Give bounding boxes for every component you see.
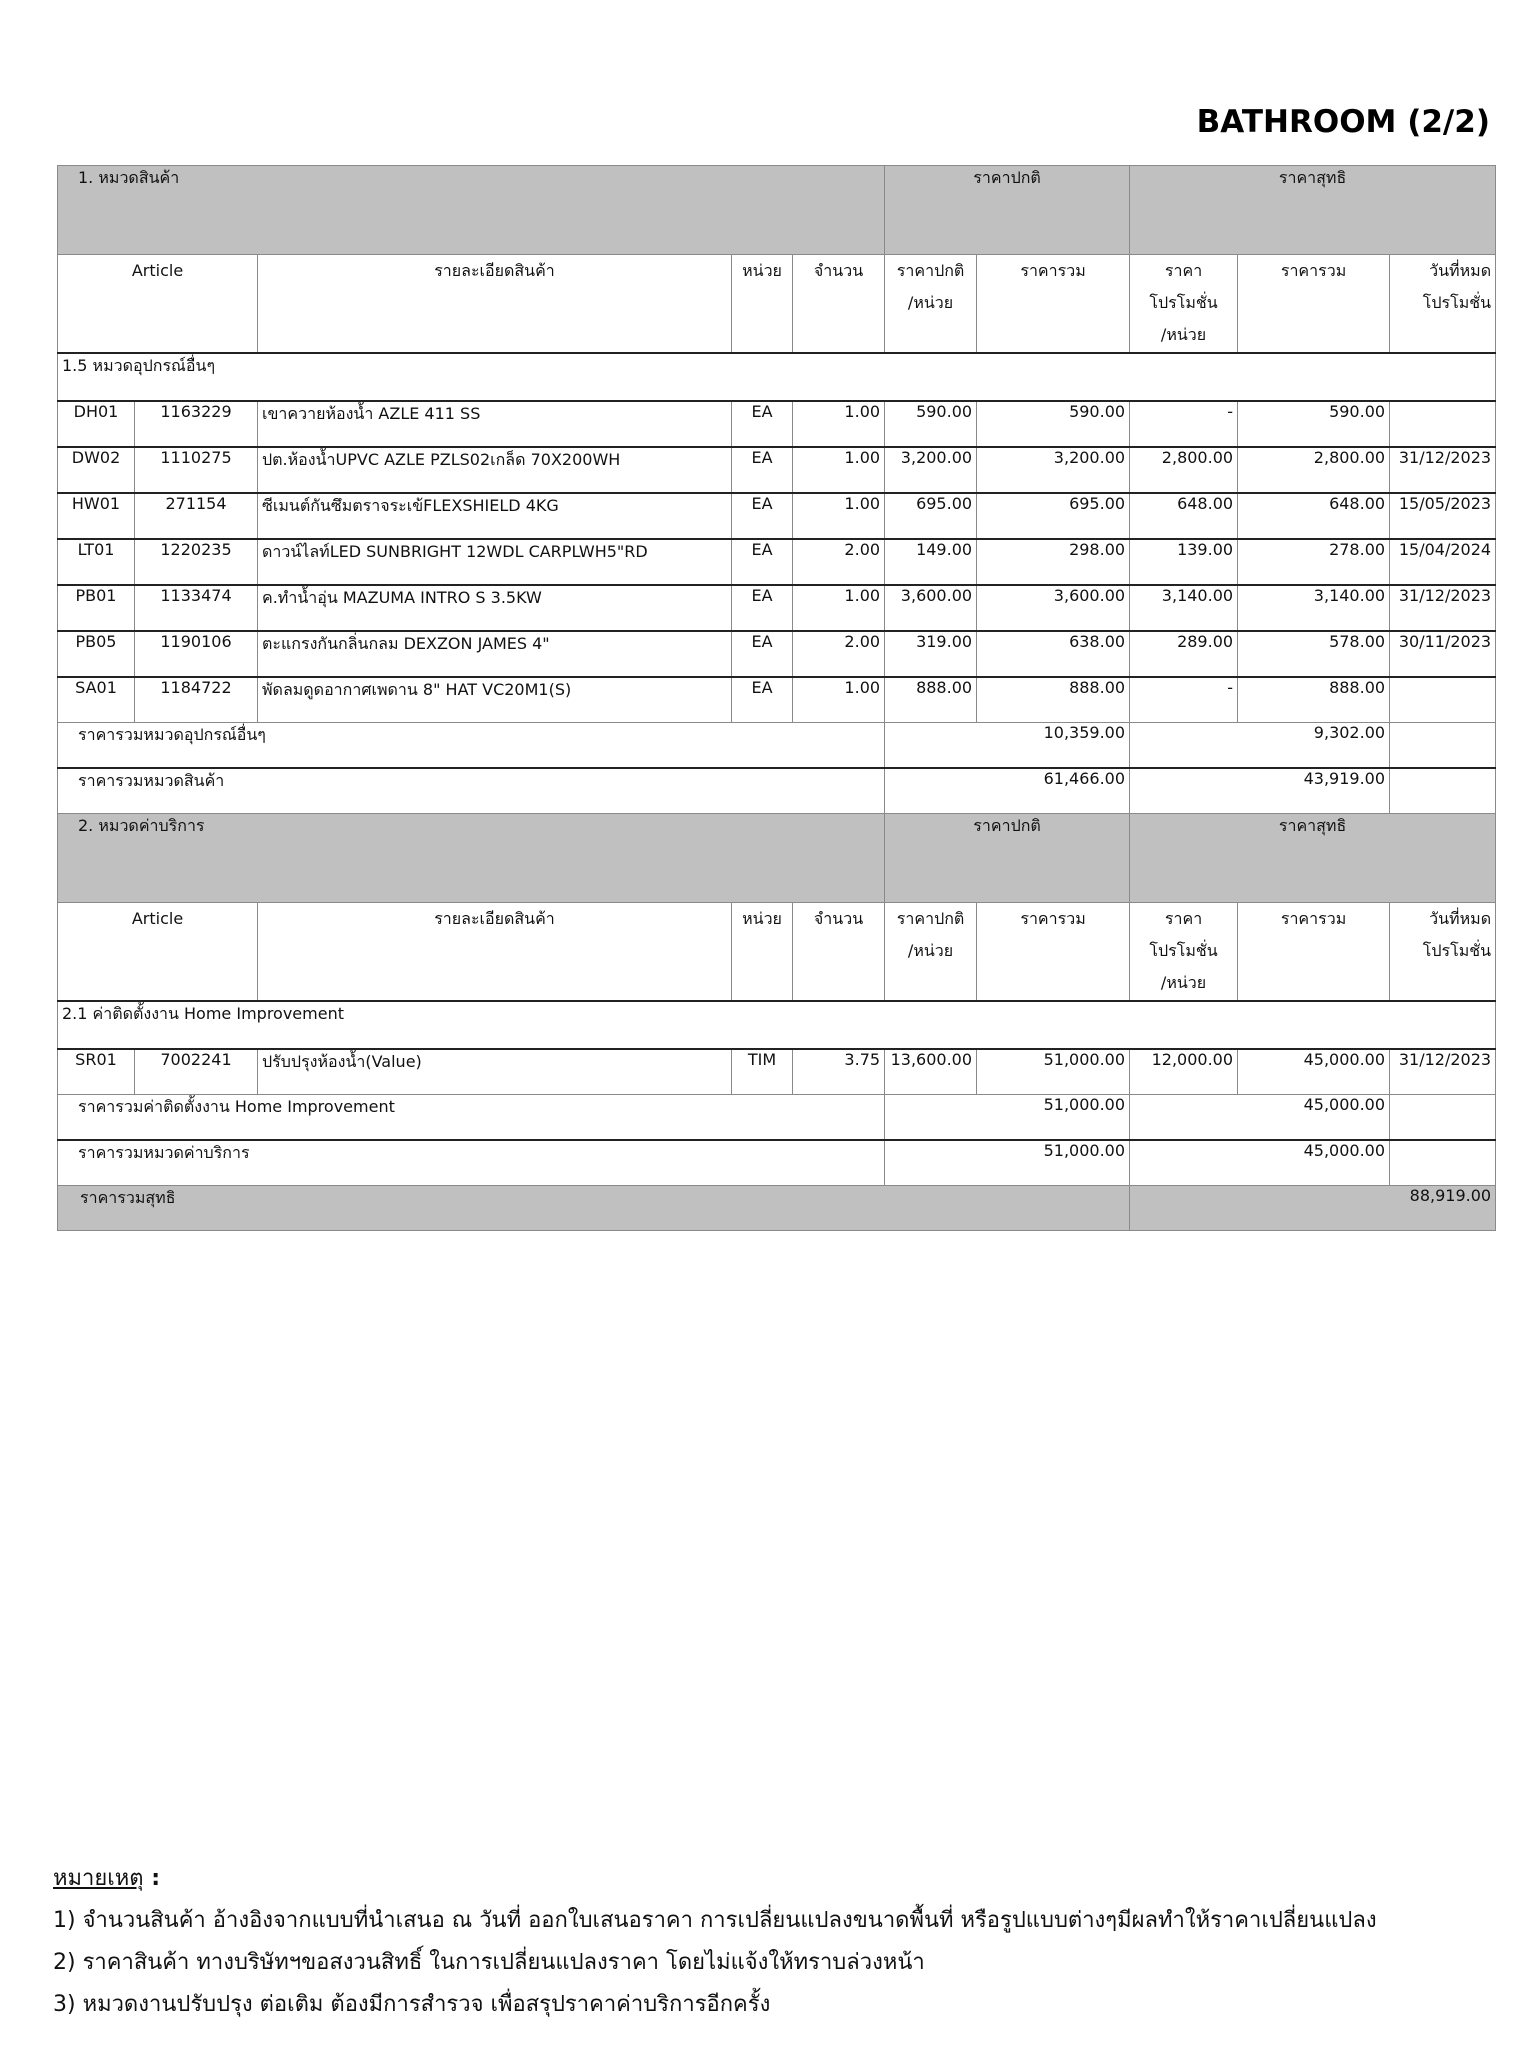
item-description: ตะแกรงกันกลิ่นกลม DEXZON JAMES 4" bbox=[258, 631, 732, 677]
header-promo-price bbox=[1130, 255, 1238, 354]
column-header-row bbox=[58, 255, 1496, 354]
item-description: ดาวน์ไลท์LED SUNBRIGHT 12WDL CARPLWH5"RD bbox=[258, 539, 732, 585]
header-unit-price bbox=[885, 255, 977, 354]
item-promo-total: 45,000.00 bbox=[1238, 1049, 1390, 1095]
item-total: 590.00 bbox=[977, 401, 1130, 447]
item-promo-price: 139.00 bbox=[1130, 539, 1238, 585]
section-total-row bbox=[58, 768, 1496, 814]
section-header-row bbox=[58, 166, 1496, 255]
item-unit-price: 3,600.00 bbox=[885, 585, 977, 631]
item-code: HW01 bbox=[58, 493, 135, 539]
header-promo-end bbox=[1390, 903, 1496, 1002]
item-quantity: 1.00 bbox=[793, 493, 885, 539]
item-promo-price: - bbox=[1130, 677, 1238, 723]
item-promo-total: 2,800.00 bbox=[1238, 447, 1390, 493]
subtotal-label: ราคารวมค่าติดตั้งงาน Home Improvement bbox=[58, 1095, 885, 1141]
item-article: 1163229 bbox=[135, 401, 258, 447]
section-total-empty bbox=[1390, 1140, 1496, 1186]
header-line: /หน่วย bbox=[1160, 973, 1207, 992]
item-quantity: 2.00 bbox=[793, 539, 885, 585]
column-header-row bbox=[58, 903, 1496, 1002]
item-promo-price: 3,140.00 bbox=[1130, 585, 1238, 631]
subcategory-title: 2.1 ค่าติดตั้งงาน Home Improvement bbox=[58, 1001, 1496, 1049]
header-line: ราคา bbox=[1164, 261, 1203, 280]
item-unit: EA bbox=[732, 631, 793, 677]
item-code: PB01 bbox=[58, 585, 135, 631]
header-promo-total: ราคารวม bbox=[1238, 255, 1390, 354]
item-unit: TIM bbox=[732, 1049, 793, 1095]
table-row bbox=[58, 677, 1496, 723]
header-line: โปรโมชั่น bbox=[1149, 941, 1218, 960]
item-promo-price: 2,800.00 bbox=[1130, 447, 1238, 493]
item-quantity: 2.00 bbox=[793, 631, 885, 677]
item-unit: EA bbox=[732, 539, 793, 585]
header-quantity: จำนวน bbox=[793, 255, 885, 354]
table-row bbox=[58, 585, 1496, 631]
header-line: โปรโมชั่น bbox=[1422, 293, 1492, 312]
section-total-row bbox=[58, 1140, 1496, 1186]
header-description: รายละเอียดสินค้า bbox=[258, 903, 732, 1002]
section-header-row bbox=[58, 814, 1496, 903]
item-code: DW02 bbox=[58, 447, 135, 493]
header-line: ราคา bbox=[1164, 909, 1203, 928]
item-code: DH01 bbox=[58, 401, 135, 447]
item-description: ปต.ห้องน้ำUPVC AZLE PZLS02เกล็ด 70X200WH bbox=[258, 447, 732, 493]
table-row bbox=[58, 447, 1496, 493]
notes-heading: หมายเหตุ bbox=[53, 1866, 144, 1891]
notes-section bbox=[53, 1858, 1377, 2026]
item-article: 1220235 bbox=[135, 539, 258, 585]
item-promo-total: 590.00 bbox=[1238, 401, 1390, 447]
item-promo-end bbox=[1390, 677, 1496, 723]
subtotal-regular: 51,000.00 bbox=[885, 1095, 1130, 1141]
header-total: ราคารวม bbox=[977, 255, 1130, 354]
item-promo-end: 31/12/2023 bbox=[1390, 585, 1496, 631]
header-line: /หน่วย bbox=[907, 293, 954, 312]
item-unit: EA bbox=[732, 493, 793, 539]
header-promo-total: ราคารวม bbox=[1238, 903, 1390, 1002]
item-code: LT01 bbox=[58, 539, 135, 585]
table-row bbox=[58, 1049, 1496, 1095]
notes-colon: : bbox=[143, 1866, 161, 1891]
grand-total-row bbox=[58, 1186, 1496, 1231]
grand-total-label: ราคารวมสุทธิ bbox=[58, 1186, 1130, 1231]
header-line: ราคาปกติ bbox=[896, 261, 965, 280]
subcategory-title: 1.5 หมวดอุปกรณ์อื่นๆ bbox=[58, 353, 1496, 401]
grand-total-value: 88,919.00 bbox=[1130, 1186, 1496, 1231]
header-article: Article bbox=[58, 255, 258, 354]
item-article: 1133474 bbox=[135, 585, 258, 631]
header-promo-end bbox=[1390, 255, 1496, 354]
section-total-label: ราคารวมหมวดสินค้า bbox=[58, 768, 885, 814]
note-item: 2) ราคาสินค้า ทางบริษัทฯขอสงวนสิทธิ์ ในการเปลี่ยนแปลงราคา โดยไม่แจ้งให้ทราบล่วงหน้า bbox=[53, 1950, 925, 1975]
subtotal-net: 45,000.00 bbox=[1130, 1095, 1390, 1141]
item-promo-price: 648.00 bbox=[1130, 493, 1238, 539]
item-promo-end: 15/05/2023 bbox=[1390, 493, 1496, 539]
regular-price-group-header: ราคาปกติ bbox=[885, 166, 1130, 255]
item-unit: EA bbox=[732, 401, 793, 447]
subtotal-net: 9,302.00 bbox=[1130, 723, 1390, 769]
item-promo-total: 278.00 bbox=[1238, 539, 1390, 585]
table-row bbox=[58, 401, 1496, 447]
item-code: PB05 bbox=[58, 631, 135, 677]
item-promo-price: 289.00 bbox=[1130, 631, 1238, 677]
subtotal-row bbox=[58, 1095, 1496, 1141]
header-total: ราคารวม bbox=[977, 903, 1130, 1002]
subtotal-label: ราคารวมหมวดอุปกรณ์อื่นๆ bbox=[58, 723, 885, 769]
item-promo-end: 30/11/2023 bbox=[1390, 631, 1496, 677]
item-total: 638.00 bbox=[977, 631, 1130, 677]
item-promo-end: 31/12/2023 bbox=[1390, 1049, 1496, 1095]
item-promo-total: 3,140.00 bbox=[1238, 585, 1390, 631]
header-unit: หน่วย bbox=[732, 255, 793, 354]
item-description: ค.ทำน้ำอุ่น MAZUMA INTRO S 3.5KW bbox=[258, 585, 732, 631]
section-title: 2. หมวดค่าบริการ bbox=[58, 814, 885, 903]
subtotal-regular: 10,359.00 bbox=[885, 723, 1130, 769]
item-quantity: 1.00 bbox=[793, 677, 885, 723]
section-total-regular: 51,000.00 bbox=[885, 1140, 1130, 1186]
header-article: Article bbox=[58, 903, 258, 1002]
net-price-group-header: ราคาสุทธิ bbox=[1130, 166, 1496, 255]
item-unit-price: 695.00 bbox=[885, 493, 977, 539]
item-article: 1184722 bbox=[135, 677, 258, 723]
subtotal-empty bbox=[1390, 723, 1496, 769]
item-total: 51,000.00 bbox=[977, 1049, 1130, 1095]
item-promo-total: 888.00 bbox=[1238, 677, 1390, 723]
item-unit-price: 888.00 bbox=[885, 677, 977, 723]
item-code: SA01 bbox=[58, 677, 135, 723]
header-line: ราคาปกติ bbox=[896, 909, 965, 928]
item-quantity: 1.00 bbox=[793, 585, 885, 631]
header-line: วันที่หมด bbox=[1429, 909, 1492, 928]
table-row bbox=[58, 539, 1496, 585]
item-article: 1110275 bbox=[135, 447, 258, 493]
item-total: 695.00 bbox=[977, 493, 1130, 539]
section-title: 1. หมวดสินค้า bbox=[58, 166, 885, 255]
section-total-label: ราคารวมหมวดค่าบริการ bbox=[58, 1140, 885, 1186]
item-code: SR01 bbox=[58, 1049, 135, 1095]
header-description: รายละเอียดสินค้า bbox=[258, 255, 732, 354]
item-unit: EA bbox=[732, 447, 793, 493]
item-description: ปรับปรุงห้องน้ำ(Value) bbox=[258, 1049, 732, 1095]
item-promo-total: 648.00 bbox=[1238, 493, 1390, 539]
item-article: 1190106 bbox=[135, 631, 258, 677]
note-item: 1) จำนวนสินค้า อ้างอิงจากแบบที่นำเสนอ ณ วันที่ ออกใบเสนอราคา การเปลี่ยนแปลงขนาดพื้นที่ หรือรูปแบบต่างๆมีผลทำให้ราคาเปลี่ยนแปลง bbox=[53, 1908, 1377, 1933]
item-promo-end bbox=[1390, 401, 1496, 447]
item-description: เขาควายห้องน้ำ AZLE 411 SS bbox=[258, 401, 732, 447]
section-total-empty bbox=[1390, 768, 1496, 814]
header-line: /หน่วย bbox=[907, 941, 954, 960]
item-promo-total: 578.00 bbox=[1238, 631, 1390, 677]
section-total-net: 45,000.00 bbox=[1130, 1140, 1390, 1186]
subcategory-row bbox=[58, 1001, 1496, 1049]
item-unit-price: 319.00 bbox=[885, 631, 977, 677]
item-quantity: 1.00 bbox=[793, 447, 885, 493]
item-promo-end: 31/12/2023 bbox=[1390, 447, 1496, 493]
regular-price-group-header: ราคาปกติ bbox=[885, 814, 1130, 903]
quotation-table bbox=[57, 165, 1496, 1231]
item-total: 3,600.00 bbox=[977, 585, 1130, 631]
table-row bbox=[58, 631, 1496, 677]
item-total: 888.00 bbox=[977, 677, 1130, 723]
header-line: โปรโมชั่น bbox=[1149, 293, 1218, 312]
item-article: 271154 bbox=[135, 493, 258, 539]
item-unit-price: 3,200.00 bbox=[885, 447, 977, 493]
item-unit-price: 13,600.00 bbox=[885, 1049, 977, 1095]
item-unit-price: 590.00 bbox=[885, 401, 977, 447]
header-line: วันที่หมด bbox=[1429, 261, 1492, 280]
net-price-group-header: ราคาสุทธิ bbox=[1130, 814, 1496, 903]
header-quantity: จำนวน bbox=[793, 903, 885, 1002]
item-quantity: 3.75 bbox=[793, 1049, 885, 1095]
item-promo-end: 15/04/2024 bbox=[1390, 539, 1496, 585]
item-unit: EA bbox=[732, 585, 793, 631]
item-quantity: 1.00 bbox=[793, 401, 885, 447]
header-line: โปรโมชั่น bbox=[1422, 941, 1492, 960]
notes-heading-row bbox=[53, 1858, 1377, 1900]
item-promo-price: - bbox=[1130, 401, 1238, 447]
header-promo-price bbox=[1130, 903, 1238, 1002]
table-row bbox=[58, 493, 1496, 539]
note-item: 3) หมวดงานปรับปรุง ต่อเติม ต้องมีการสำรวจ เพื่อสรุปราคาค่าบริการอีกครั้ง bbox=[53, 1992, 771, 2017]
item-description: ซีเมนต์กันซึมตราจระเข้FLEXSHIELD 4KG bbox=[258, 493, 732, 539]
item-unit-price: 149.00 bbox=[885, 539, 977, 585]
header-line: /หน่วย bbox=[1160, 325, 1207, 344]
item-description: พัดลมดูดอากาศเพดาน 8" HAT VC20M1(S) bbox=[258, 677, 732, 723]
header-unit: หน่วย bbox=[732, 903, 793, 1002]
subtotal-row bbox=[58, 723, 1496, 769]
item-total: 298.00 bbox=[977, 539, 1130, 585]
subcategory-row bbox=[58, 353, 1496, 401]
subtotal-empty bbox=[1390, 1095, 1496, 1141]
item-total: 3,200.00 bbox=[977, 447, 1130, 493]
header-unit-price bbox=[885, 903, 977, 1002]
page-title: BATHROOM (2/2) bbox=[1196, 104, 1490, 140]
item-article: 7002241 bbox=[135, 1049, 258, 1095]
item-promo-price: 12,000.00 bbox=[1130, 1049, 1238, 1095]
section-total-net: 43,919.00 bbox=[1130, 768, 1390, 814]
item-unit: EA bbox=[732, 677, 793, 723]
section-total-regular: 61,466.00 bbox=[885, 768, 1130, 814]
